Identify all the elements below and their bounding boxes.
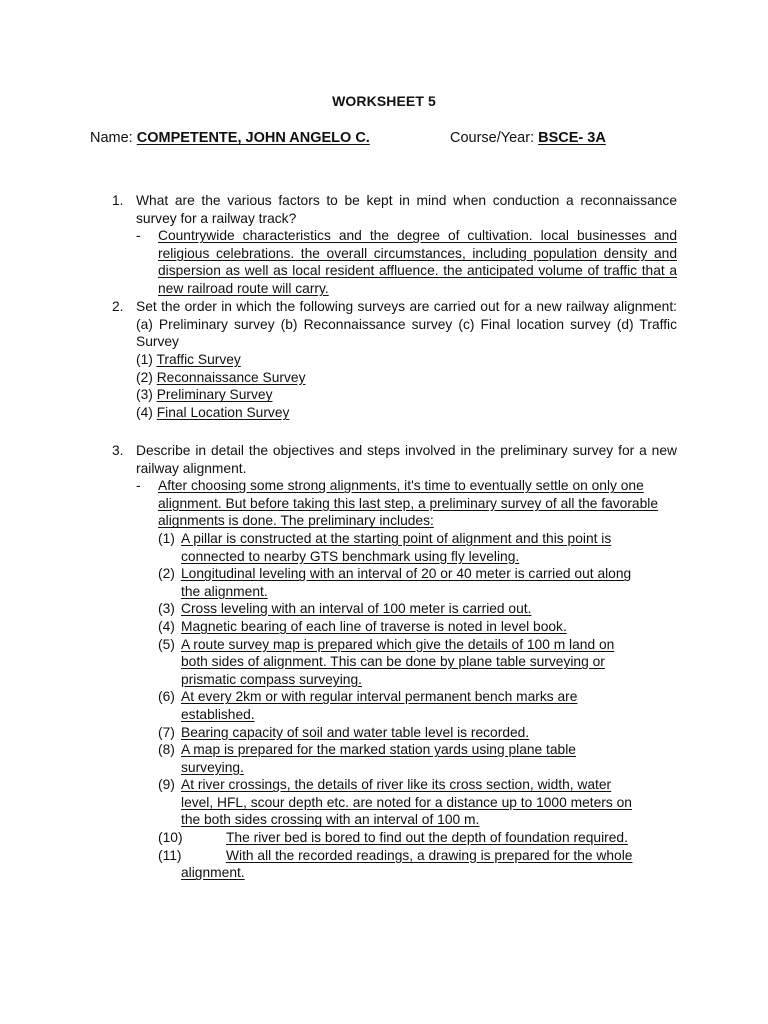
step-text: both sides of alignment. This can be done by plane table surveying or — [181, 654, 605, 670]
order-value: Reconnaissance Survey — [156, 369, 306, 385]
step-label: (5) — [158, 636, 175, 652]
order-label: (3) — [136, 387, 153, 403]
step-text: At river crossings, the details of river like its cross section, width, water — [181, 777, 612, 793]
order-label: (4) — [136, 405, 153, 421]
list-item — [158, 688, 677, 723]
name-label: Name: — [90, 130, 133, 146]
step-text: Cross leveling with an interval of 100 meter is carried out. — [181, 601, 532, 617]
list-item — [136, 386, 677, 404]
step-text: surveying. — [181, 759, 244, 775]
step-label: (2) — [158, 566, 175, 582]
step-text: established. — [181, 706, 255, 722]
answer-3 — [136, 477, 677, 882]
list-item — [158, 724, 677, 742]
step-text: The river bed is bored to find out the depth of foundation required. — [226, 830, 628, 846]
order-label: (1) — [136, 351, 153, 367]
question-1 — [112, 192, 677, 298]
list-item — [158, 530, 677, 565]
step-label: (8) — [158, 742, 175, 758]
question-3 — [112, 442, 677, 882]
student-header — [90, 130, 690, 148]
answer-dash: - — [136, 478, 141, 494]
step-text: prismatic compass surveying. — [181, 671, 362, 687]
order-label: (2) — [136, 369, 153, 385]
list-item — [158, 565, 677, 600]
step-text: A pillar is constructed at the starting point of alignment and this point is — [181, 530, 612, 546]
list-item — [136, 369, 677, 387]
list-item — [158, 636, 677, 689]
step-text: Magnetic bearing of each line of traverse is noted in level book. — [181, 618, 567, 634]
step-label: (9) — [158, 777, 175, 793]
step-label: (6) — [158, 689, 175, 705]
step-label: (11) — [158, 847, 182, 863]
step-text: the both sides crossing with an interval of 100 m. — [181, 812, 480, 828]
answer-dash: - — [136, 228, 141, 244]
list-item — [158, 600, 677, 618]
list-item — [158, 618, 677, 636]
answer-1 — [136, 227, 677, 297]
answer-intro: After choosing some strong alignments, it's time to eventually settle on only one alignment. But before taking this last step, a preliminary survey of all the favorable alignments is done. The preliminary includes: — [158, 478, 659, 529]
list-item — [136, 404, 677, 422]
answer-text: Countrywide characteristics and the degree of cultivation. local businesses and religious celebrations. the overall circumstances, including population density and dispersion as well as local resident affluence. the anticipated volume of traffic that a new railroad route will carry. — [158, 228, 677, 296]
step-text: connected to nearby GTS benchmark using fly leveling. — [181, 548, 520, 564]
question-number: 2. — [112, 299, 124, 314]
question-number: 3. — [112, 443, 124, 458]
step-text: Longitudinal leveling with an interval of 20 or 40 meter is carried out along — [181, 566, 632, 582]
step-label: (3) — [158, 601, 175, 617]
list-item — [158, 847, 677, 882]
step-label: (10) — [158, 830, 183, 846]
course-field — [450, 130, 606, 146]
step-label: (7) — [158, 724, 175, 740]
worksheet-title: WORKSHEET 5 — [332, 93, 436, 109]
step-text: A map is prepared for the marked station yards using plane table — [181, 742, 576, 758]
question-number: 1. — [112, 193, 124, 208]
name-field — [90, 130, 370, 146]
order-value: Preliminary Survey — [156, 387, 273, 403]
course-value: BSCE- 3A — [538, 130, 606, 146]
step-text: With all the recorded readings, a drawing is prepared for the whole — [226, 847, 633, 863]
step-label: (1) — [158, 530, 175, 546]
list-item — [158, 829, 677, 847]
step-text: At every 2km or with regular interval permanent bench marks are — [181, 689, 578, 705]
question-text: Describe in detail the objectives and steps involved in the preliminary survey for a new railway alignment. — [136, 443, 677, 476]
step-text: A route survey map is prepared which give the details of 100 m land on — [181, 636, 615, 652]
step-text: level, HFL, scour depth etc. are noted for a distance up to 1000 meters on — [181, 794, 632, 810]
name-value: COMPETENTE, JOHN ANGELO C. — [136, 130, 370, 146]
step-text: alignment. — [181, 865, 245, 881]
step-text: the alignment. — [181, 583, 268, 599]
question-2 — [112, 298, 677, 422]
list-item — [136, 351, 677, 369]
question-text: What are the various factors to be kept in mind when conduction a reconnaissance survey for a railway track? — [136, 193, 677, 226]
course-label: Course/Year: — [450, 130, 535, 146]
survey-order-list — [112, 351, 677, 422]
list-item — [158, 776, 677, 829]
preliminary-steps-list — [158, 530, 677, 882]
list-item — [158, 741, 677, 776]
order-value: Final Location Survey — [156, 405, 290, 421]
order-value: Traffic Survey — [156, 351, 241, 367]
step-label: (4) — [158, 618, 175, 634]
question-text: Set the order in which the following surveys are carried out for a new railway alignment: (a) Preliminary survey (b) Reconnaissance survey (c) Final location survey (d) Traffic Survey — [136, 299, 677, 350]
step-text: Bearing capacity of soil and water table level is recorded. — [181, 724, 530, 740]
